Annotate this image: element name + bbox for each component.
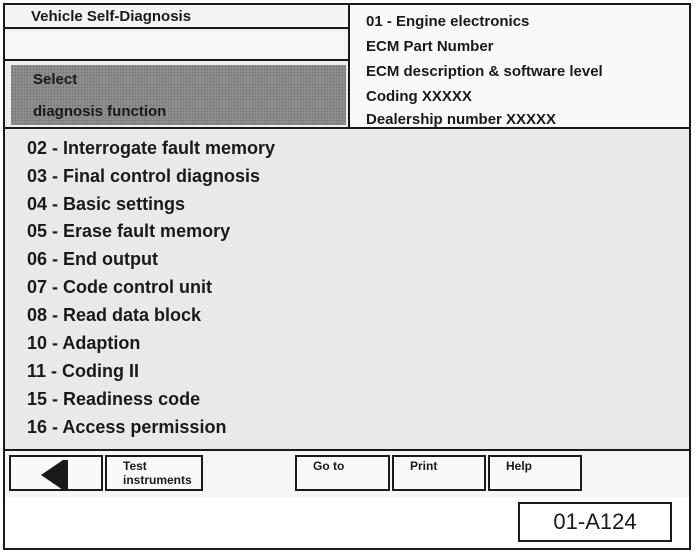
goto-button[interactable]: Go to bbox=[295, 455, 390, 491]
help-button[interactable]: Help bbox=[488, 455, 582, 491]
blank-field bbox=[5, 31, 348, 61]
header-left-panel bbox=[5, 5, 350, 129]
menu-item-access-permission[interactable]: 16 - Access permission bbox=[27, 417, 227, 437]
print-button[interactable]: Print bbox=[392, 455, 486, 491]
select-prompt-line1: Select bbox=[33, 71, 78, 88]
menu-item-final-control-diagnosis[interactable]: 03 - Final control diagnosis bbox=[27, 166, 261, 186]
menu-item-coding-ii[interactable]: 11 - Coding II bbox=[27, 361, 140, 381]
menu-item-basic-settings[interactable]: 04 - Basic settings bbox=[27, 194, 186, 214]
info-coding: Coding XXXXX bbox=[366, 88, 472, 105]
menu-item-interrogate-fault-memory[interactable]: 02 - Interrogate fault memory bbox=[27, 138, 276, 158]
test-instruments-button[interactable] bbox=[105, 455, 203, 491]
info-description: ECM description & software level bbox=[366, 63, 603, 80]
menu-item-erase-fault-memory[interactable]: 05 - Erase fault memory bbox=[27, 221, 231, 241]
test-instruments-line1: Test bbox=[123, 459, 147, 473]
test-instruments-line2: instruments bbox=[123, 473, 192, 487]
info-system: 01 - Engine electronics bbox=[366, 13, 530, 30]
menu-item-end-output[interactable]: 06 - End output bbox=[27, 249, 158, 269]
menu-item-read-data-block[interactable]: 08 - Read data block bbox=[27, 305, 202, 325]
function-menu bbox=[5, 129, 689, 449]
footer-area bbox=[5, 497, 689, 548]
figure-id: 01-A124 bbox=[518, 502, 672, 542]
back-arrow-bar bbox=[63, 460, 68, 490]
select-prompt-line2: diagnosis function bbox=[33, 103, 167, 120]
button-bar bbox=[5, 449, 689, 499]
info-dealership: Dealership number XXXXX bbox=[366, 111, 557, 128]
back-button[interactable] bbox=[9, 455, 103, 491]
window-title: Vehicle Self-Diagnosis bbox=[5, 5, 348, 29]
menu-item-adaption[interactable]: 10 - Adaption bbox=[27, 333, 141, 353]
back-arrow-icon bbox=[41, 460, 63, 490]
info-part-number: ECM Part Number bbox=[366, 38, 494, 55]
diagnosis-window bbox=[3, 3, 691, 550]
control-unit-info bbox=[350, 5, 689, 129]
menu-item-code-control-unit[interactable]: 07 - Code control unit bbox=[27, 277, 213, 297]
select-prompt bbox=[11, 65, 346, 125]
menu-item-readiness-code[interactable]: 15 - Readiness code bbox=[27, 389, 201, 409]
